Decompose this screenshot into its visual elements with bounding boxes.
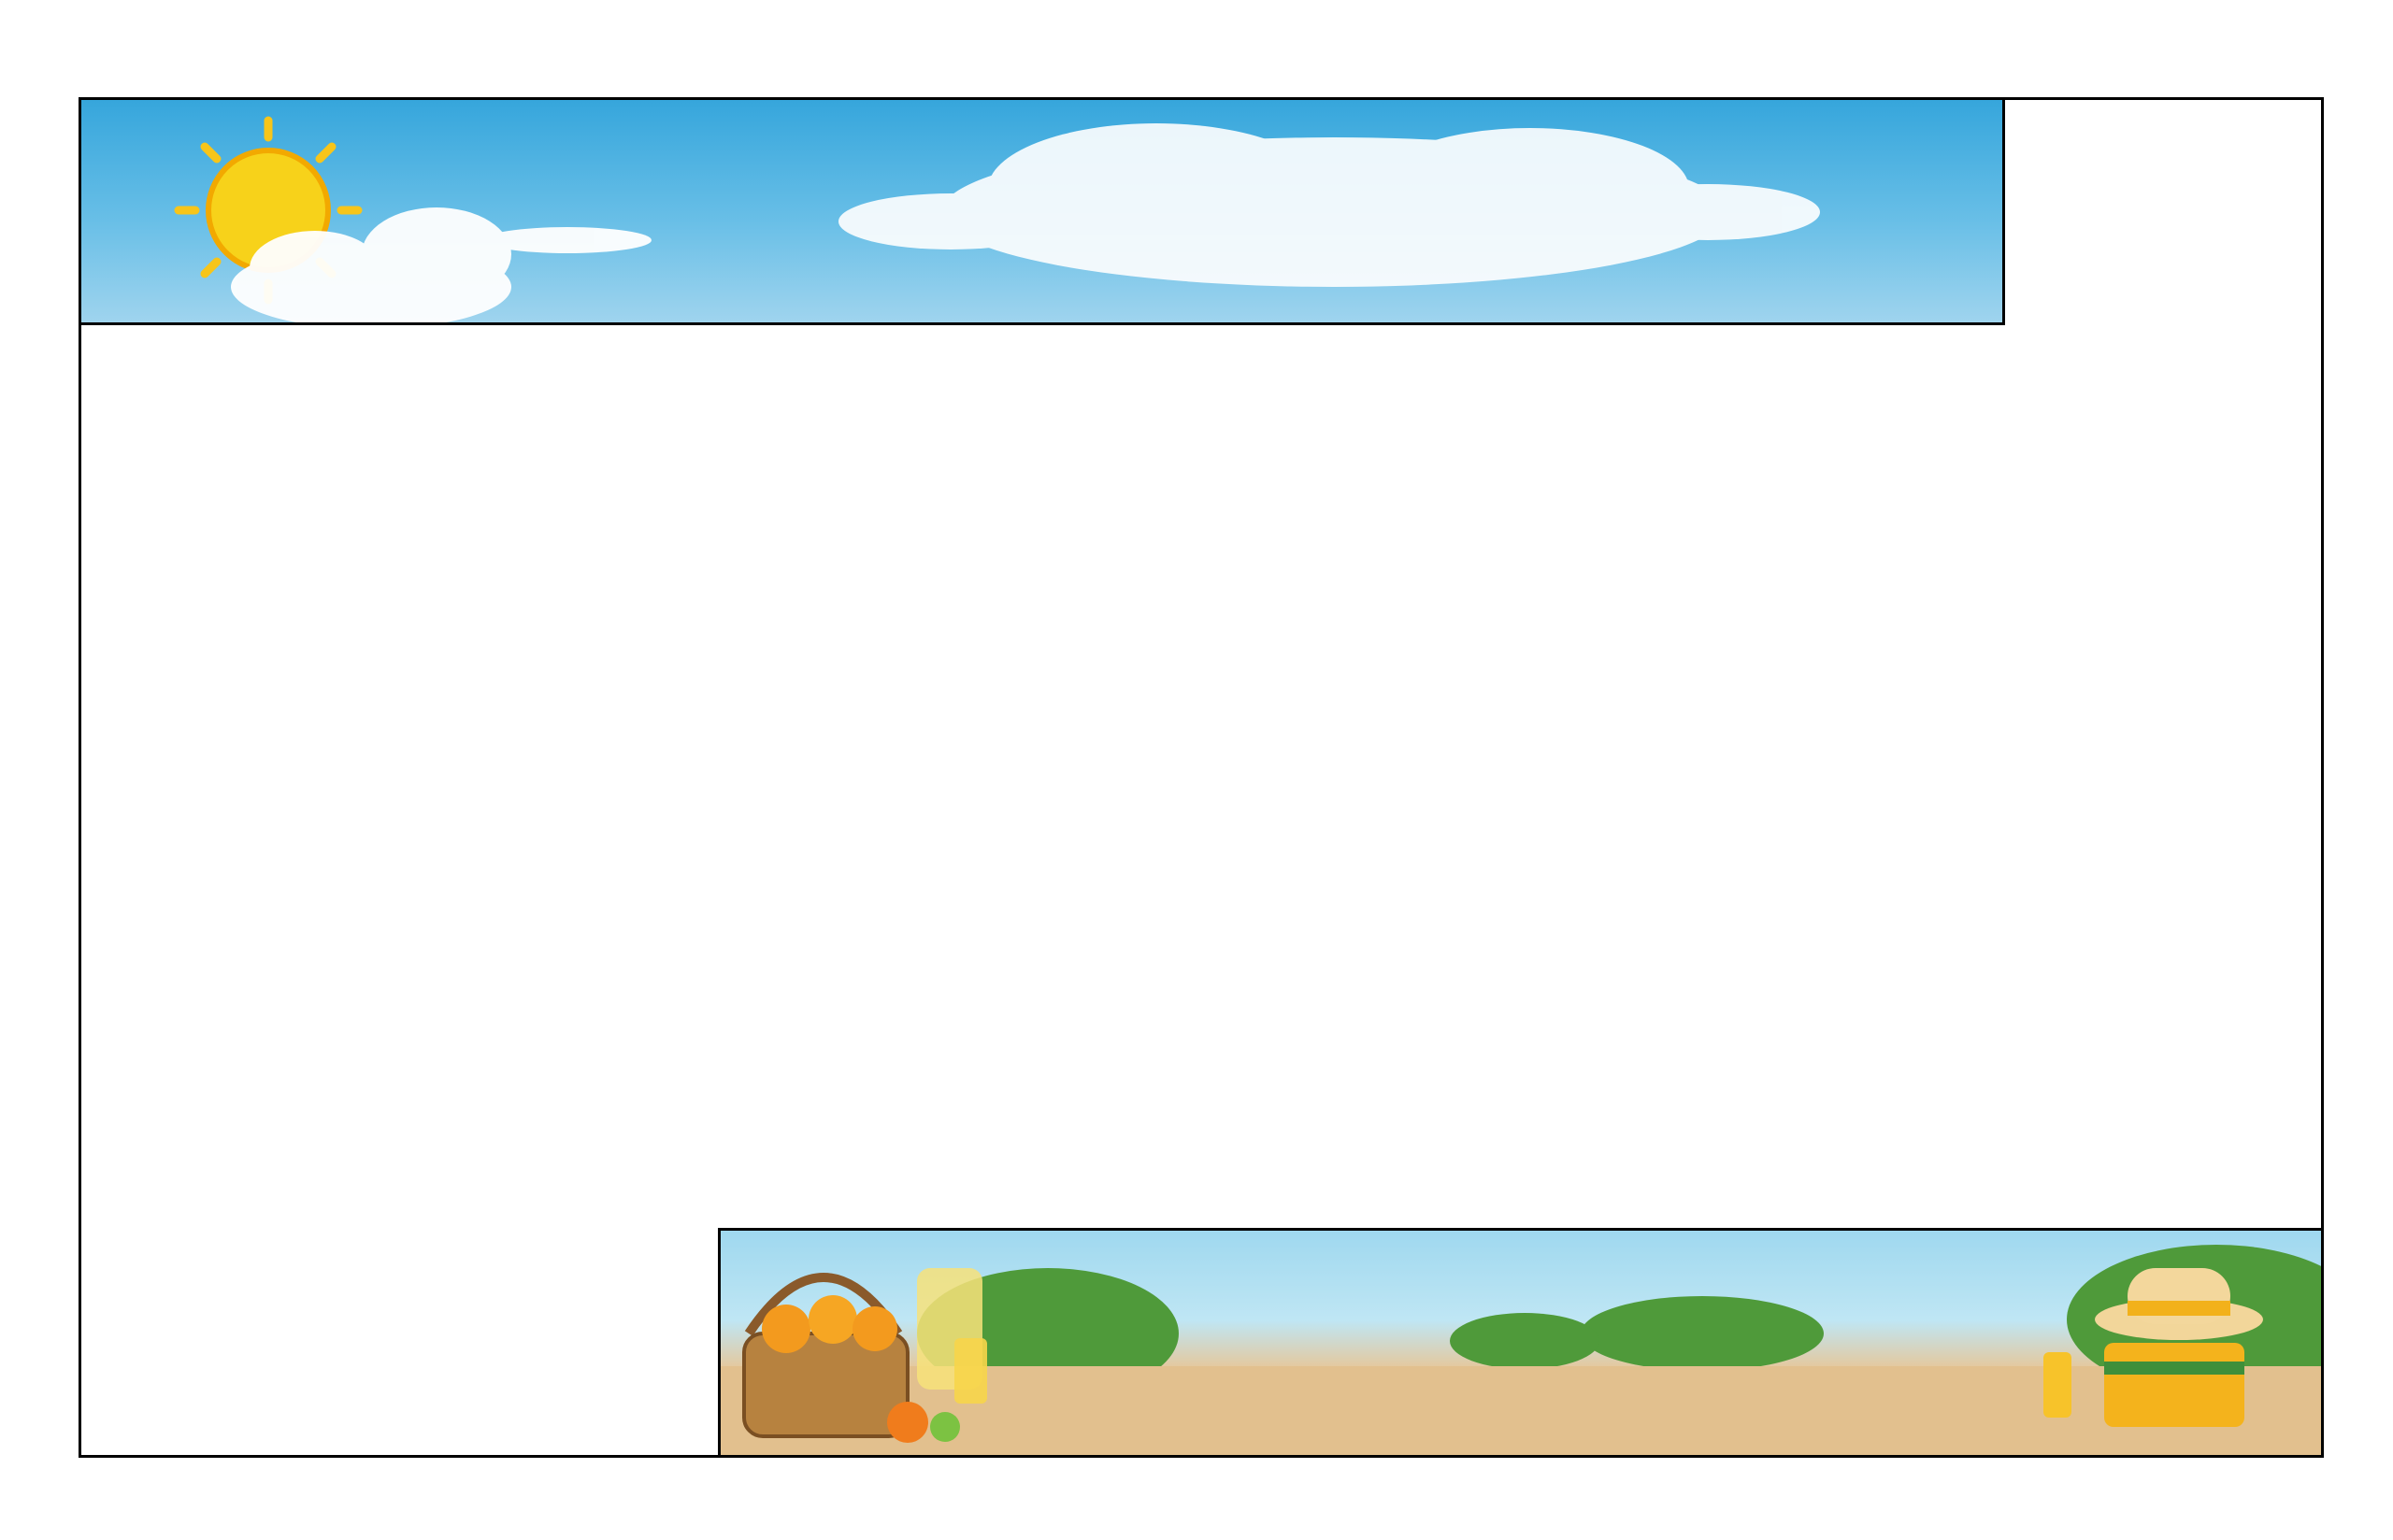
dow-friday: [1683, 49, 2003, 95]
days-of-week-header: [79, 49, 2324, 95]
dow-tuesday: [720, 49, 1040, 95]
dow-sunday: [79, 49, 399, 95]
calendar-grid: [79, 97, 2324, 1458]
dow-monday: [399, 49, 720, 95]
dow-thursday: [1362, 49, 1683, 95]
dow-wednesday: [1040, 49, 1361, 95]
dow-saturday: [2003, 49, 2324, 95]
